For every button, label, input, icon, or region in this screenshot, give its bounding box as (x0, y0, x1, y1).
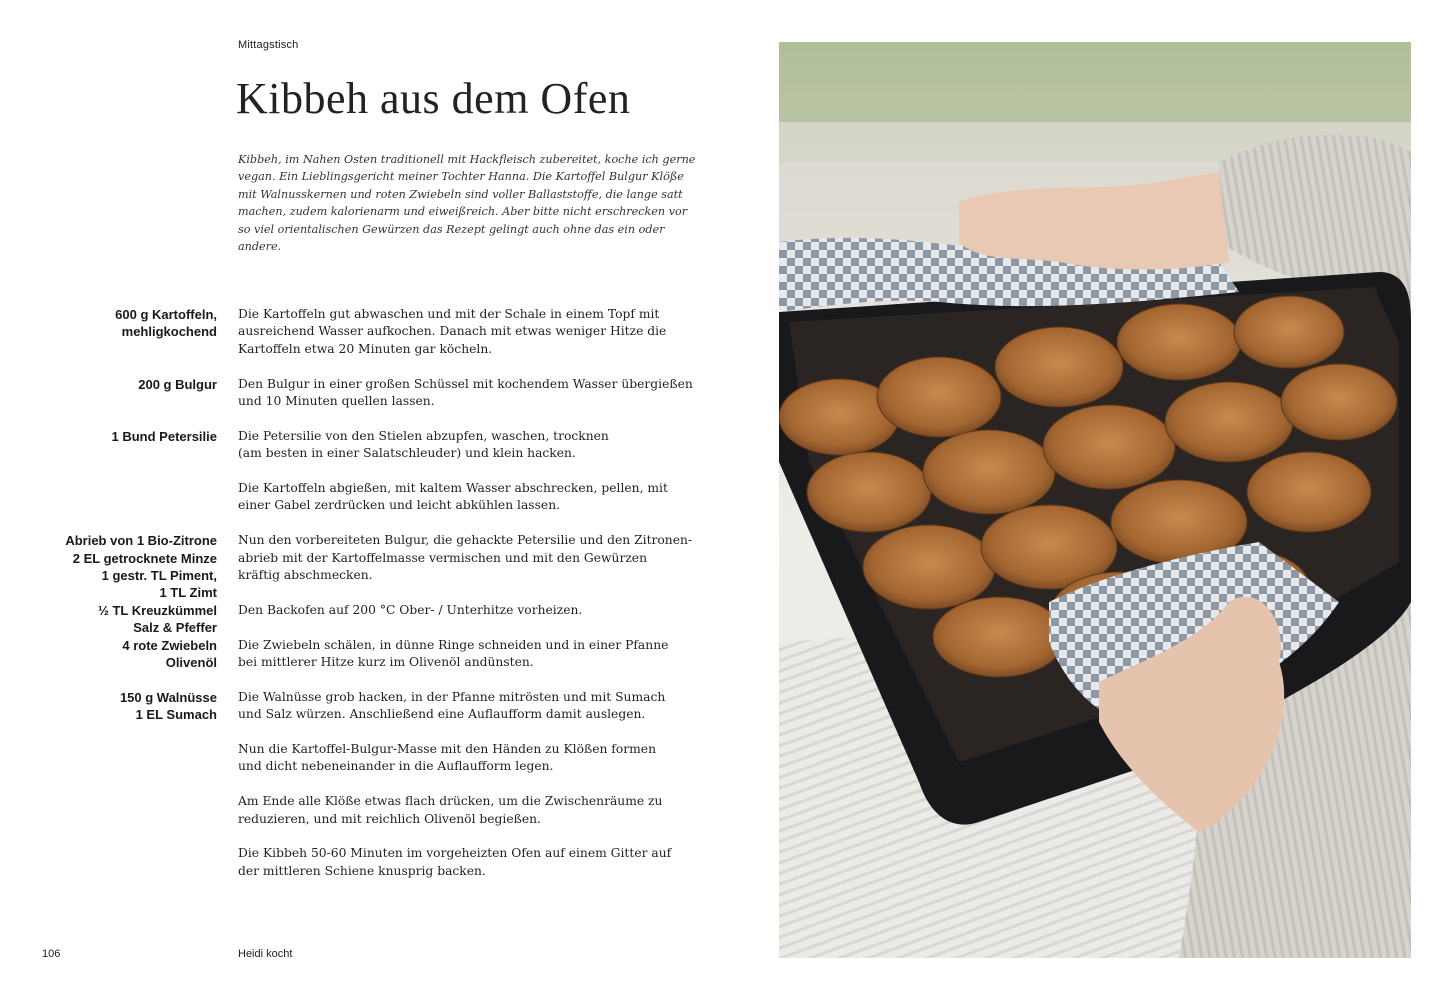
recipe-row (0, 428, 760, 463)
method-line: Die Kartoffeln gut abwaschen und mit der Schale in einem Topf mit (238, 307, 660, 321)
ingredient-list (0, 532, 217, 636)
method-line: und 10 Minuten quellen lassen. (238, 394, 435, 409)
method-line: bei mittlerer Hitze kurz im Olivenöl andünsten. (238, 655, 534, 670)
method-line: Den Bulgur in einer großen Schüssel mit kochendem Wasser übergießen (238, 376, 693, 391)
method-line: Die Kartoffeln abgießen, mit kaltem Wasser abschrecken, pellen, mit (238, 481, 668, 496)
ingredient-list (0, 689, 217, 724)
ingredient: ½ TL Kreuzkümmel (98, 602, 217, 618)
recipe-steps (0, 306, 760, 898)
method-step (238, 845, 760, 880)
method-step (238, 637, 760, 672)
intro-line: mit Walnusskernen und roten Zwiebeln sind voller Ballaststoffe, die lange satt (238, 187, 683, 201)
recipe-row (0, 793, 760, 828)
page-title: Kibbeh aus dem Ofen (236, 74, 631, 123)
method-line: Die Petersilie von den Stielen abzupfen, waschen, trocknen (238, 428, 609, 443)
recipe-row (0, 741, 760, 776)
intro-line: andere. (238, 240, 282, 254)
method-step (238, 689, 760, 724)
method-step (238, 376, 760, 411)
intro-line: Kibbeh, im Nahen Osten traditionell mit Hackfleisch zubereitet, koche ich gerne (238, 153, 696, 166)
intro-line: machen, zudem kalorienarm und eiweißreich. Aber bitte nicht erschrecken vor (238, 205, 688, 219)
recipe-row (0, 306, 760, 358)
ingredient: 1 gestr. TL Piment, (101, 568, 217, 584)
method-line: Den Backofen auf 200 °C Ober- / Unterhitze vorheizen. (238, 602, 583, 617)
intro-paragraph (238, 151, 696, 255)
recipe-row (0, 845, 760, 880)
ingredient: 2 EL getrocknete Minze (72, 550, 217, 566)
ingredient: 1 EL Sumach (135, 707, 217, 723)
ingredient: mehligkochend (121, 324, 217, 340)
ingredient: 4 rote Zwiebeln (122, 637, 217, 653)
method-line: reduzieren, und mit reichlich Olivenöl begießen. (238, 811, 541, 826)
ingredient: 1 Bund Petersilie (111, 428, 217, 444)
method-line: Die Zwiebeln schälen, in dünne Ringe schneiden und in einer Pfanne (238, 637, 669, 652)
ingredient: Abrieb von 1 Bio-Zitrone (65, 533, 217, 549)
footer-book-title: Heidi kocht (238, 948, 293, 960)
recipe-row (0, 376, 760, 411)
method-line: kräftig abschmecken. (238, 568, 373, 583)
section-label: Mittagstisch (238, 39, 299, 51)
recipe-row (0, 689, 760, 724)
recipe-row (0, 480, 760, 515)
intro-line: so viel orientalischen Gewürzen das Rezept gelingt auch ohne das ein oder (238, 222, 665, 236)
method-line: Am Ende alle Klöße etwas flach drücken, um die Zwischenräume zu (238, 794, 663, 809)
method-line: Nun den vorbereiteten Bulgur, die gehackte Petersilie und den Zitronen- (238, 533, 693, 548)
recipe-row (0, 637, 760, 672)
method-step (238, 428, 760, 463)
method-line: Die Walnüsse grob hacken, in der Pfanne mitrösten und mit Sumach (238, 689, 666, 704)
method-step (238, 480, 760, 515)
ingredient: 600 g Kartoffeln, (115, 307, 217, 322)
method-step (238, 793, 760, 828)
method-step (238, 532, 760, 619)
method-line: abrieb mit der Kartoffelmasse vermischen und mit den Gewürzen (238, 550, 647, 565)
recipe-row (0, 532, 760, 636)
method-step (238, 741, 760, 776)
kibbeh-photo (779, 42, 1411, 958)
method-line: Die Kibbeh 50-60 Minuten im vorgeheizten Ofen auf einem Gitter auf (238, 846, 672, 861)
method-line: (am besten in einer Salatschleuder) und klein hacken. (238, 446, 576, 461)
ingredient-list (0, 306, 217, 341)
method-line (238, 584, 760, 601)
method-line: Nun die Kartoffel-Bulgur-Masse mit den Händen zu Klößen formen (238, 742, 656, 757)
ingredient-list (0, 428, 217, 445)
ingredient: 200 g Bulgur (138, 376, 217, 392)
ingredient: 150 g Walnüsse (119, 689, 217, 705)
method-line: Kartoffeln etwa 20 Minuten gar köcheln. (238, 341, 493, 356)
method-line: einer Gabel zerdrücken und leicht abkühlen lassen. (238, 498, 561, 513)
method-line: und dicht nebeneinander in die Auflaufform legen. (238, 759, 554, 774)
method-line: und Salz würzen. Anschließend eine Auflaufform damit auslegen. (238, 707, 646, 722)
method-line: ausreichend Wasser aufkochen. Danach mit etwas weniger Hitze die (238, 324, 667, 339)
method-line: der mittleren Schiene knusprig backen. (238, 863, 486, 878)
ingredient: Salz & Pfeffer (133, 620, 217, 636)
method-step (238, 306, 760, 358)
page-number: 106 (42, 948, 61, 960)
ingredient: Olivenöl (165, 655, 217, 671)
ingredient: 1 TL Zimt (159, 585, 217, 601)
ingredient-list (0, 376, 217, 393)
ingredient-list (0, 637, 217, 672)
intro-line: vegan. Ein Lieblingsgericht meiner Tochter Hanna. Die Kartoffel Bulgur Klöße (238, 170, 684, 184)
